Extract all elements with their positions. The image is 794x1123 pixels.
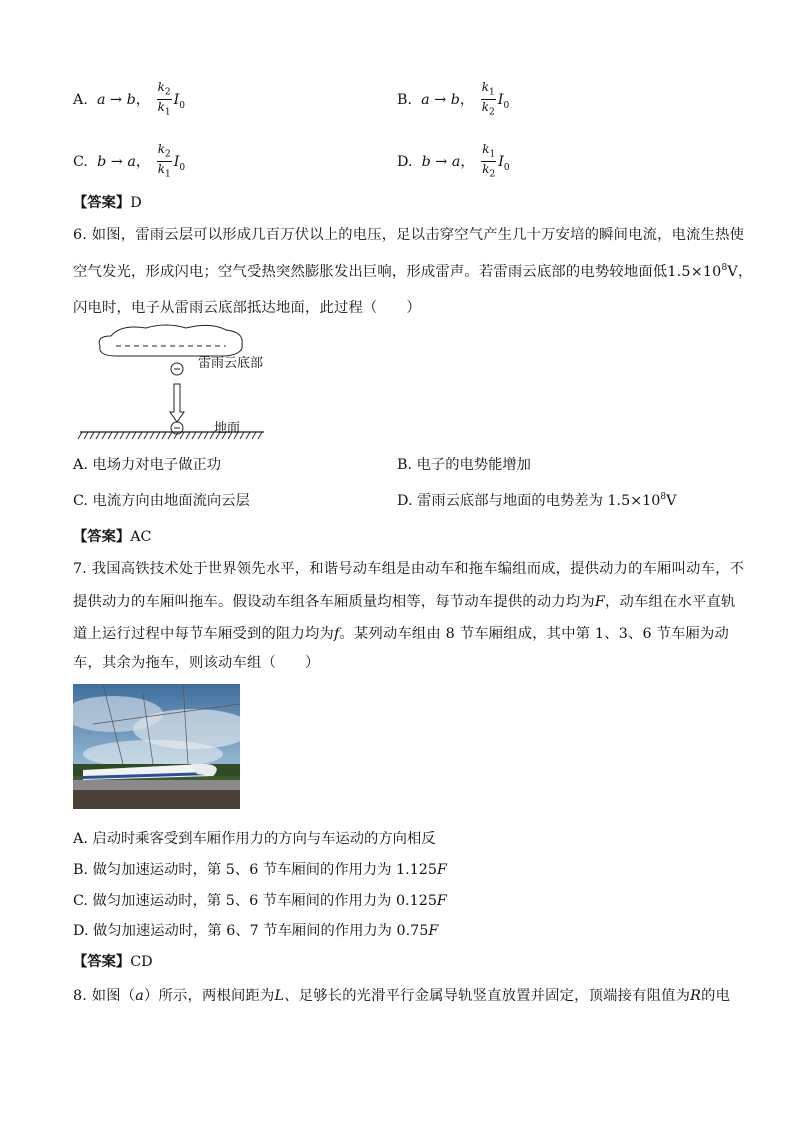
q5-option-d: D. b → a， $\frac{k_1}{k_2}$ $I_0$ (397, 142, 510, 180)
q6-answer: 【答案】AC (73, 529, 152, 545)
ground-label: 地面 (214, 421, 241, 436)
q5-option-c: C. b → a， $\frac{k_2}{k_1}$ $I_0$ (73, 142, 186, 180)
q7-text-line1: 7. 我国高铁技术处于世界领先水平，和谐号动车组是由动车和拖车编组而成，提供动力的车厢叫动车，不 (73, 561, 745, 577)
q7-option-c: C. 做匀加速运动时，第 5、6 节车厢间的作用力为 0.125F (73, 893, 447, 909)
fraction: $\frac{k_2}{k_1}$ (157, 80, 171, 118)
q7-option-a: A. 启动时乘客受到车厢作用力的方向与车运动的方向相反 (73, 831, 436, 847)
q5-option-b: B. a → b， $\frac{k_1}{k_2}$ $I_0$ (397, 80, 510, 118)
q7-option-d: D. 做匀加速运动时，第 6、7 节车厢间的作用力为 0.75F (73, 923, 439, 939)
q7-text-line2: 提供动力的车厢叫拖车。假设动车组各车厢质量均相等，每节动车提供的动力均为F，动车组在水平直轨 (73, 594, 736, 610)
q7-option-b: B. 做匀加速运动时，第 5、6 节车厢间的作用力为 1.125F (73, 862, 447, 878)
q7-text-line3: 道上运行过程中每节车厢受到的阻力均为f。某列动车组由 8 节车厢组成，其中第 1、3、6 节车厢为动 (73, 626, 730, 642)
high-speed-train-photo (73, 684, 240, 809)
q6-text-line2: 空气发光，形成闪电；空气受热突然膨胀发出巨响，形成雷声。若雷雨云底部的电势较地面低$1.5\times 10^8V$， (73, 263, 753, 280)
fraction: $\frac{k_1}{k_2}$ (482, 142, 496, 180)
q6-option-b: B. 电子的电势能增加 (397, 457, 531, 473)
q7-answer: 【答案】CD (73, 954, 153, 970)
q6-text-line1: 6. 如图，雷雨云层可以形成几百万伏以上的电压，足以击穿空气产生几十万安培的瞬间电流，电流生热使 (73, 227, 745, 243)
cloud-label: 雷雨云底部 (198, 356, 264, 371)
q5-answer: 【答案】D (73, 195, 142, 211)
q7-text-line4: 车，其余为拖车，则该动车组（ ） (73, 655, 320, 671)
q6-option-c: C. 电流方向由地面流向云层 (73, 493, 250, 509)
lightning-diagram (76, 322, 276, 444)
fraction: $\frac{k_1}{k_2}$ (481, 80, 495, 118)
q8-text-line1: 8. 如图（a）所示，两根间距为L、足够长的光滑平行金属导轨竖直放置并固定，顶端接有阻值为R的电 (73, 988, 731, 1004)
fraction: $\frac{k_2}{k_1}$ (157, 142, 171, 180)
q6-option-d: D. 雷雨云底部与地面的电势差为 $1.5\times 10^8V$ (397, 492, 677, 509)
down-arrow-icon (170, 384, 184, 422)
q6-option-a: A. 电场力对电子做正功 (73, 457, 222, 473)
q5-option-a: A. a → b， $\frac{k_2}{k_1}$ $I_0$ (73, 80, 185, 118)
q6-text-line3: 闪电时，电子从雷雨云底部抵达地面，此过程（ ） (73, 300, 421, 316)
